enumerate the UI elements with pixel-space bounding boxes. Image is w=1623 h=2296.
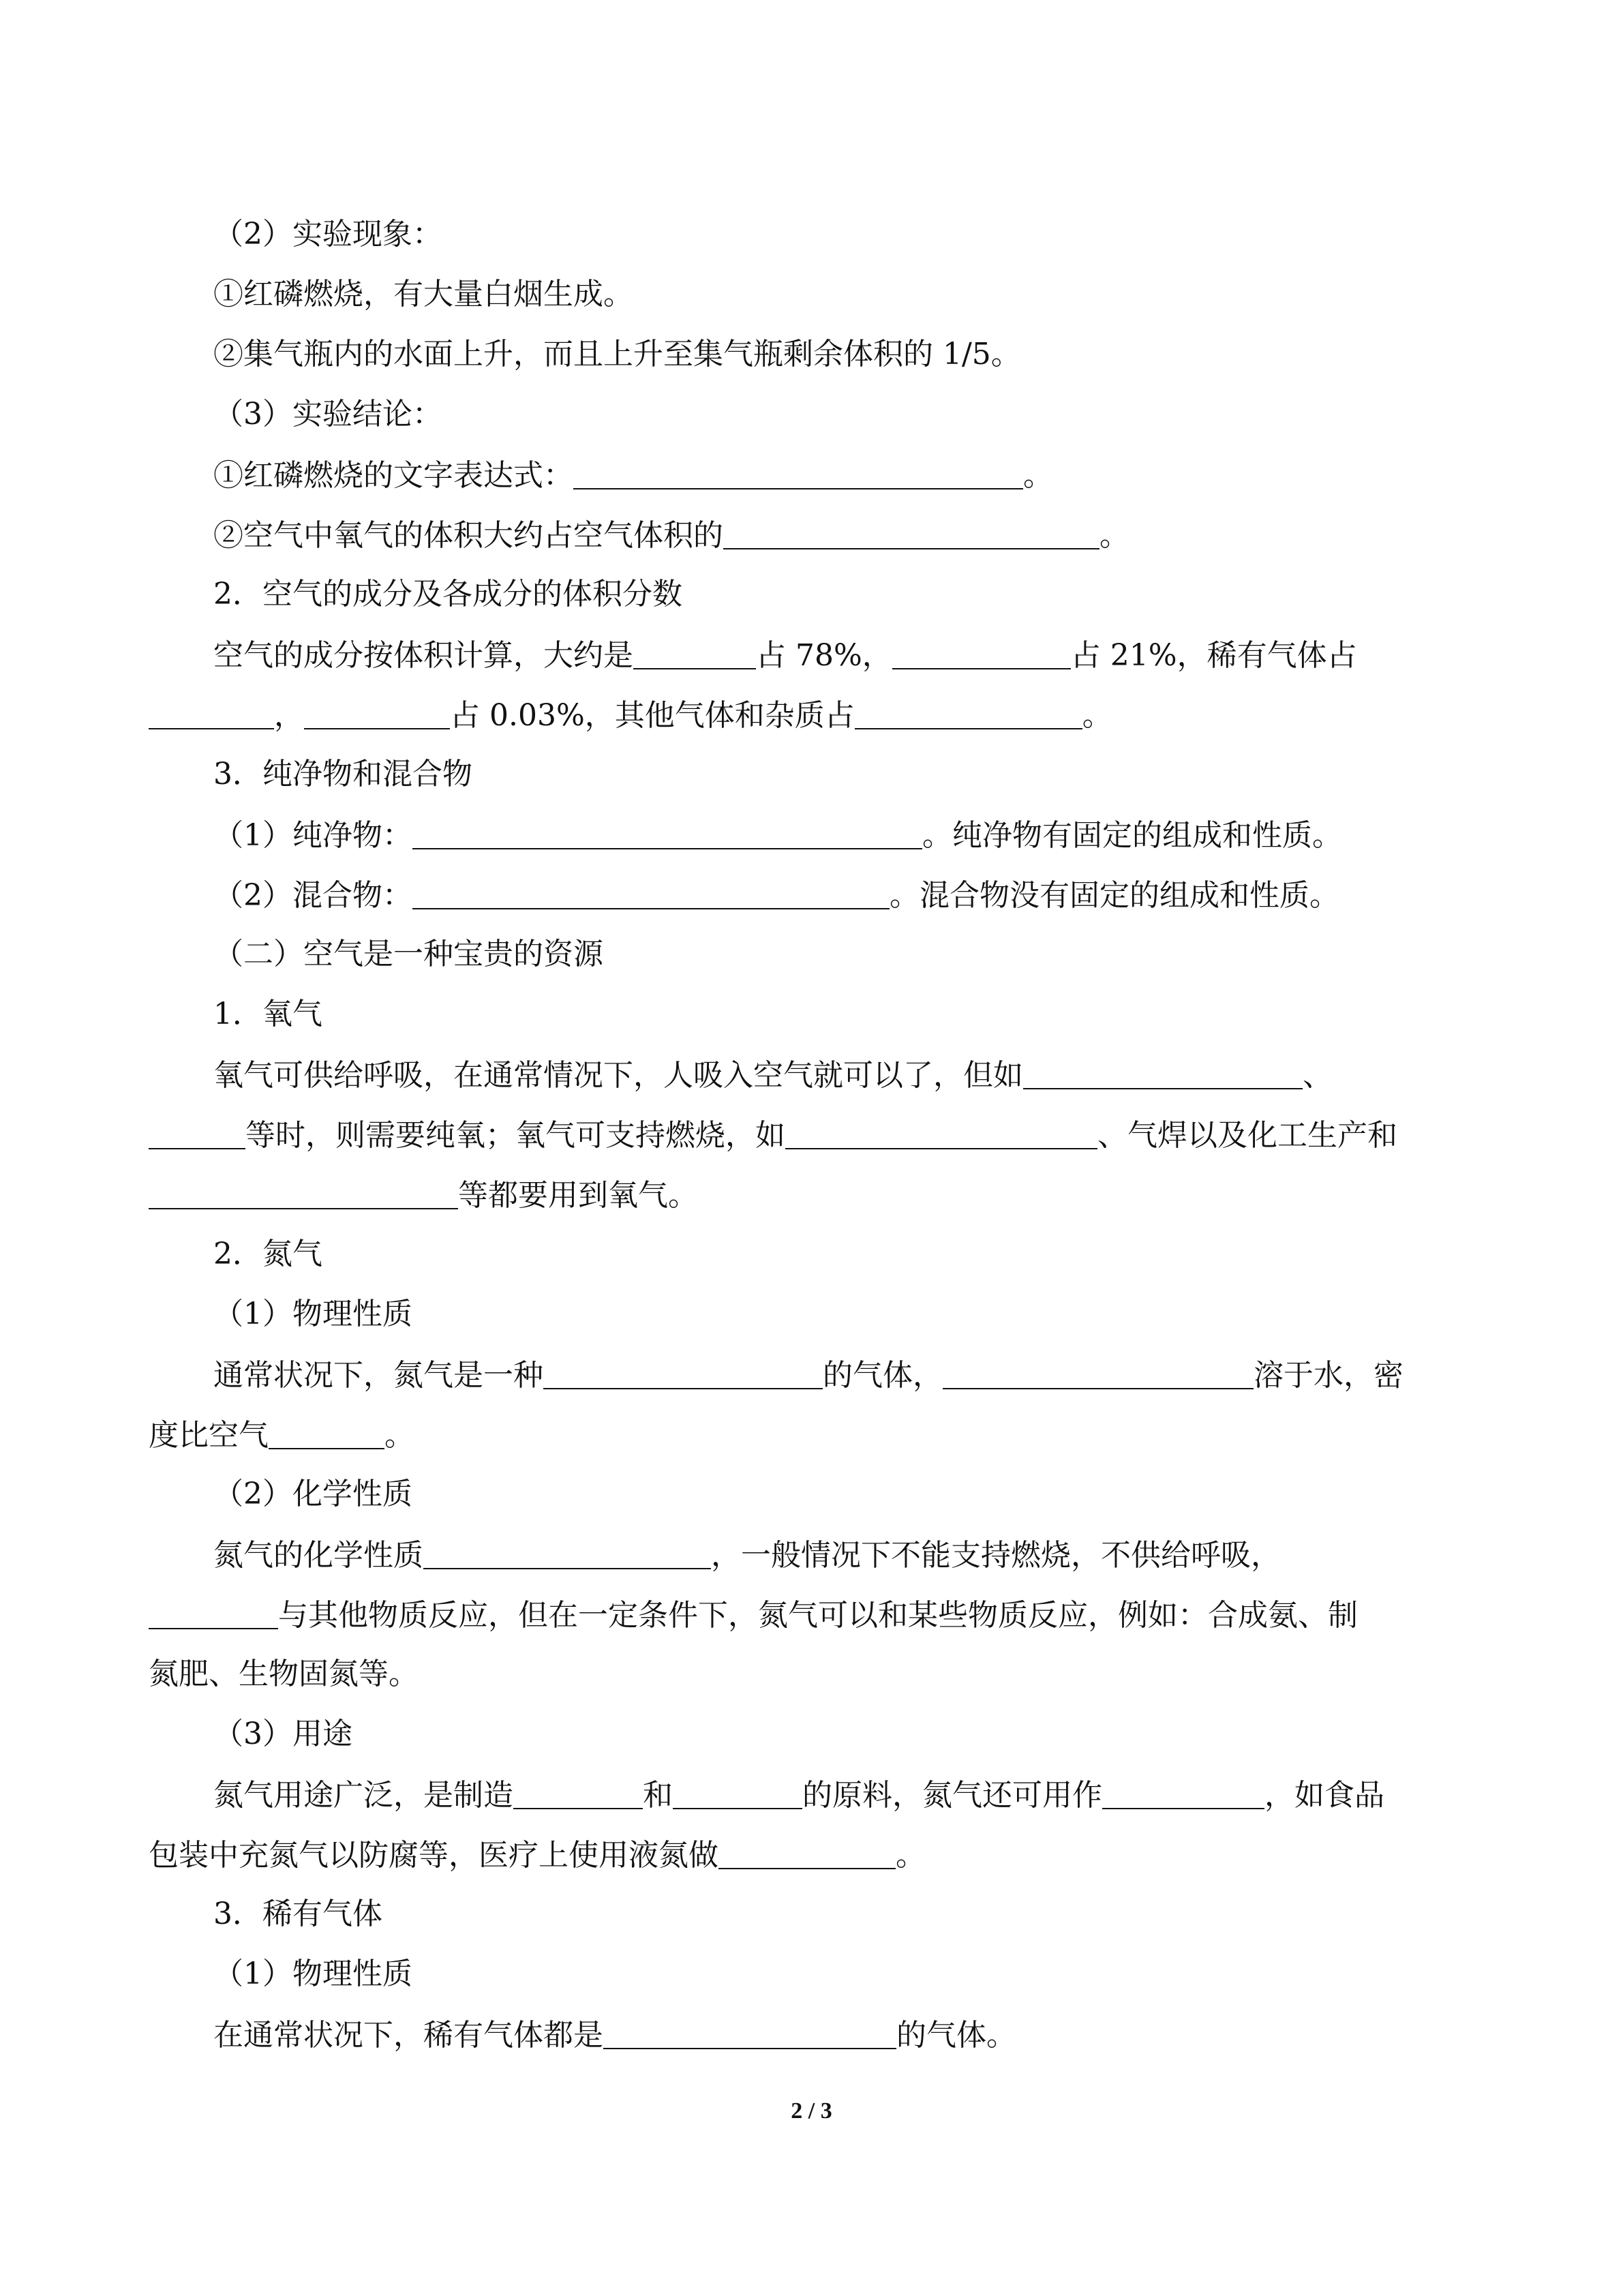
text: 占 21%，稀有气体占	[1070, 638, 1357, 673]
pure-substance	[149, 814, 1543, 855]
text: ②空气中氧气的体积大约占空气体积的	[213, 518, 723, 553]
nitrogen-uses-line-2	[149, 1834, 1478, 1875]
fill-blank[interactable]	[785, 1114, 1097, 1149]
oxygen-line-2	[149, 1114, 1478, 1155]
heading-chemical-properties	[149, 1474, 1543, 1515]
text: 的气体。	[896, 2018, 1016, 2053]
fill-blank[interactable]	[855, 694, 1082, 729]
text: 。	[896, 1838, 926, 1873]
fill-blank[interactable]	[1023, 1054, 1303, 1089]
fill-blank[interactable]	[673, 1774, 802, 1809]
text: 度比空气	[149, 1418, 269, 1453]
text: 1．氧气	[213, 997, 322, 1031]
text: 溶于水，密	[1254, 1358, 1404, 1393]
text: 在通常状况下，稀有气体都是	[213, 2018, 603, 2053]
nitrogen-physical-line-1	[149, 1354, 1543, 1395]
page-number: 2 / 3	[791, 2098, 832, 2124]
fill-blank[interactable]	[269, 1414, 384, 1449]
conclusion-2	[149, 514, 1543, 555]
text: 占 0.03%，其他气体和杂质占	[450, 698, 855, 733]
air-composition-line-2	[149, 694, 1478, 735]
text: 空气的成分按体积计算，大约是	[213, 638, 633, 673]
fill-blank[interactable]	[149, 1174, 458, 1209]
text: （2）实验现象：	[213, 217, 442, 252]
text: 包装中充氮气以防腐等，医疗上使用液氮做	[149, 1838, 718, 1873]
fill-blank[interactable]	[412, 874, 890, 909]
text: 等都要用到氧气。	[458, 1178, 698, 1213]
text: ，如食品	[1264, 1778, 1384, 1813]
nitrogen-chemical-line-2	[149, 1594, 1478, 1635]
fill-blank[interactable]	[718, 1834, 896, 1869]
text: 。	[1082, 698, 1112, 733]
text: （2）混合物：	[213, 878, 412, 913]
fill-blank[interactable]	[573, 454, 1023, 489]
phenomenon-2	[149, 334, 1543, 375]
fill-blank[interactable]	[149, 1594, 278, 1629]
text: （1）纯净物：	[213, 818, 412, 853]
text: 氮气的化学性质	[213, 1538, 423, 1573]
heading-physical-properties	[149, 1294, 1543, 1335]
heading-rare-gas-physical	[149, 1954, 1543, 1995]
heading-uses	[149, 1714, 1543, 1755]
fill-blank[interactable]	[723, 514, 1099, 549]
text: 占 78%，	[756, 638, 892, 673]
text: 和	[643, 1778, 673, 1813]
text: （3）用途	[213, 1717, 352, 1751]
text: 与其他物质反应，但在一定条件下，氮气可以和某些物质反应，例如：合成氨、制	[278, 1598, 1358, 1633]
text: 氮气用途广泛，是制造	[213, 1778, 513, 1813]
fill-blank[interactable]	[892, 634, 1071, 669]
text: 的原料，氮气还可用作	[802, 1778, 1102, 1813]
text: 、	[1303, 1058, 1333, 1093]
fill-blank[interactable]	[943, 1354, 1254, 1389]
text: 、气焊以及化工生产和	[1097, 1118, 1397, 1153]
text: 。	[384, 1418, 414, 1453]
fill-blank[interactable]	[149, 694, 274, 729]
text: 。混合物没有固定的组成和性质。	[890, 878, 1339, 913]
fill-blank[interactable]	[149, 1114, 245, 1149]
fill-blank[interactable]	[633, 634, 756, 669]
text: （3）实验结论：	[213, 397, 442, 432]
fill-blank[interactable]	[304, 694, 450, 729]
nitrogen-uses-line-1	[149, 1774, 1543, 1815]
nitrogen-chemical-line-1	[149, 1534, 1543, 1575]
text: 氧气可供给呼吸，在通常情况下，人吸入空气就可以了，但如	[213, 1058, 1023, 1093]
fill-blank[interactable]	[1102, 1774, 1264, 1809]
air-composition-line-1	[149, 634, 1543, 675]
text: ②集气瓶内的水面上升，而且上升至集气瓶剩余体积的 1/5。	[213, 337, 1021, 372]
phenomenon-1	[149, 274, 1543, 315]
oxygen-line-1	[149, 1054, 1543, 1095]
text: ①红磷燃烧的文字表达式：	[213, 458, 573, 493]
fill-blank[interactable]	[543, 1354, 823, 1389]
text: ，一般情况下不能支持燃烧，不供给呼吸，	[711, 1538, 1281, 1573]
section-air-resource	[149, 934, 1543, 975]
subsection-nitrogen	[149, 1234, 1543, 1275]
subsection-oxygen	[149, 994, 1543, 1035]
nitrogen-chemical-line-3	[149, 1654, 1478, 1695]
fill-blank[interactable]	[423, 1534, 711, 1569]
heading-experiment-phenomenon	[149, 214, 1543, 255]
oxygen-line-3	[149, 1174, 1478, 1215]
text: 2．空气的成分及各成分的体积分数	[213, 577, 682, 611]
nitrogen-physical-line-2	[149, 1414, 1478, 1455]
section-air-composition	[149, 574, 1543, 615]
text: 3．纯净物和混合物	[213, 757, 472, 791]
text: 。	[1023, 458, 1053, 493]
text: （1）物理性质	[213, 1297, 412, 1331]
text: （1）物理性质	[213, 1957, 412, 1991]
text: （2）化学性质	[213, 1477, 412, 1511]
text: 3．稀有气体	[213, 1897, 382, 1931]
section-pure-mixture	[149, 754, 1543, 795]
fill-blank[interactable]	[513, 1774, 643, 1809]
text: 。纯净物有固定的组成和性质。	[922, 818, 1342, 853]
text: （二）空气是一种宝贵的资源	[213, 937, 603, 971]
rare-gas-physical-line	[149, 2014, 1543, 2055]
mixture	[149, 874, 1543, 915]
text: 氮肥、生物固氮等。	[149, 1657, 419, 1691]
text: 通常状况下，氮气是一种	[213, 1358, 543, 1393]
text: 等时，则需要纯氧；氧气可支持燃烧，如	[245, 1118, 785, 1153]
text: 2．氮气	[213, 1237, 322, 1271]
text: ，	[274, 698, 304, 733]
heading-experiment-conclusion	[149, 394, 1543, 435]
fill-blank[interactable]	[603, 2014, 896, 2049]
conclusion-1	[149, 454, 1543, 495]
fill-blank[interactable]	[412, 814, 922, 849]
text: 。	[1099, 518, 1129, 553]
text: ①红磷燃烧，有大量白烟生成。	[213, 277, 633, 312]
subsection-rare-gases	[149, 1894, 1543, 1935]
text: 的气体，	[823, 1358, 943, 1393]
